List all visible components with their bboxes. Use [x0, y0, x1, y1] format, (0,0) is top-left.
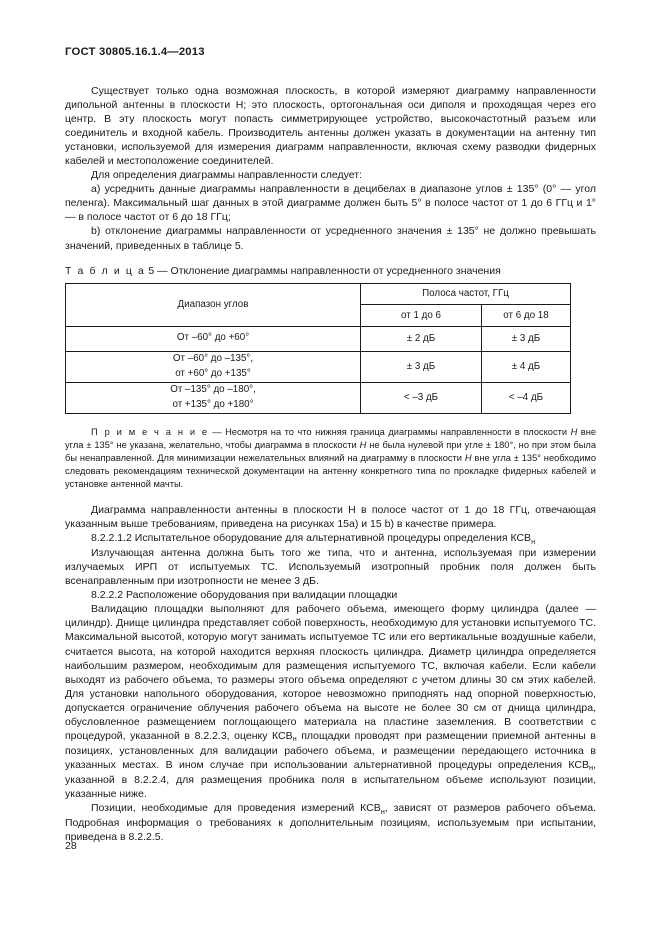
cell-angle-range-line-2: от +135° до +180° — [172, 398, 254, 410]
cell-band-2: ± 3 дБ — [482, 326, 571, 351]
cell-angle-range — [66, 351, 361, 382]
list-item-a-text: а) усреднить данные диаграммы направленности в децибелах в диапазоне углов ± 135° (0° — угол пеленга). Максимальный шаг данных в этой диаграмме должен быть 5° в полосе частот от 1 до 6 ГГц и 1° — в полосе частот от 6 до 18 ГГц; — [65, 183, 596, 224]
cell-band-1: ± 3 дБ — [361, 351, 482, 382]
list-item-b — [65, 224, 596, 252]
page-content — [65, 84, 596, 844]
vswr-subscript-3: н — [380, 806, 385, 816]
table-row — [66, 382, 571, 413]
cell-angle-range-line-2: от +60° до +135° — [175, 367, 251, 379]
note-italic-h-3: H — [464, 452, 472, 463]
note-text-3: не была нулевой при угле ± 180°, но при этом была бы ненаправленной. Для минимизации нежелательных влияний на диаграмму в плоскости — [65, 439, 596, 463]
table-caption-number: 5 — [148, 264, 155, 277]
note-text-4: вне угла ± 135° необходимо следовать рекомендациям технической документации на антенну конкретного типа по прокладке фидерных кабелей и установке антенной мачты. — [65, 452, 596, 489]
header-band-1: от 1 до 6 — [361, 304, 482, 326]
cell-angle-range — [66, 382, 361, 413]
cell-angle-range-line-1: От –60° до –135°, — [172, 353, 254, 365]
paragraph-procedure-lead-text: Для определения диаграммы направленности следует: — [91, 169, 362, 182]
cell-band-1: ± 2 дБ — [361, 326, 482, 351]
table-row — [66, 326, 571, 351]
paragraph-positions — [65, 801, 596, 844]
deviation-table — [65, 283, 571, 414]
paragraph-pattern-example-text: Диаграмма направленности антенны в плоскости H в полосе частот от 1 до 18 ГГц, отвечающая указанным выше требованиям, приведена на рисунках 15a) и 15 b) в качестве примера. — [65, 504, 596, 531]
table-caption — [65, 253, 596, 283]
paragraph-radiating-antenna-text: Излучающая антенна должна быть того же типа, что и антенна, используемая при измерении излучаемых ИРП от испытуемых ТС. Используемый изотропный пробник поля должен быть всенаправленным при изотропности не менее 3 дБ. — [65, 547, 596, 588]
table-header-row-1 — [66, 283, 571, 304]
note-text-2: вне угла ± 135° не указана, желательно, чтобы диаграмма в плоскости — [65, 426, 597, 450]
standard-number: ГОСТ 30805.16.1.4—2013 — [65, 46, 205, 58]
paragraph-pattern-example — [65, 503, 596, 531]
spacer-after-note — [65, 491, 596, 503]
table-note — [65, 414, 596, 491]
cell-band-1: < –3 дБ — [361, 382, 482, 413]
clause-heading-8-2-2-1-2 — [65, 531, 596, 546]
clause-heading-subscript: н — [531, 536, 536, 546]
cell-angle-range — [66, 326, 361, 351]
paragraph-site-validation — [65, 602, 596, 801]
cell-angle-range-line-1: От –135° до –180°, — [170, 384, 256, 396]
paragraph-intro — [65, 84, 596, 168]
table-head — [66, 283, 571, 326]
page-number: 28 — [65, 840, 77, 852]
clause-heading-8-2-2-2 — [65, 588, 596, 602]
clause-heading-8-2-2-1-2-text: 8.2.2.1.2 Испытательное оборудование для альтернативной процедуры определения КСВ — [91, 532, 532, 545]
note-italic-h-1: H — [570, 426, 578, 437]
cell-band-2: ± 4 дБ — [482, 351, 571, 382]
table-body — [66, 326, 571, 413]
cell-band-2: < –4 дБ — [482, 382, 571, 413]
paragraph-positions-a: Позиции, необходимые для проведения измерений КСВ — [91, 802, 381, 815]
note-dash: — — [208, 426, 226, 437]
paragraph-positions-b: , зависят от размеров рабочего объема. Подробная информация о требованиях к дополнительным позициям, используемым при испытании, приведена в 8.2.2.5. — [65, 802, 596, 844]
note-italic-h-2: H — [359, 439, 367, 450]
header-band-group: Полоса частот, ГГц — [361, 283, 571, 304]
clause-heading-8-2-2-2-text: 8.2.2.2 Расположение оборудования при валидации площадки — [91, 589, 398, 602]
vswr-subscript-1: н — [292, 734, 297, 744]
table-caption-lead: Т а б л и ц а — [65, 264, 146, 277]
running-header — [65, 46, 205, 58]
paragraph-site-validation-a: Валидацию площадки выполняют для рабочего объема, имеющего форму цилиндра (далее — цилиндр). Днище цилиндра представляет собой поверхность, необходимую для установки испытуемого ТС. Максимальной высотой, которую могут занимать испытуемое ТС или его вертикальные воздушные кабели, считается высота, на которой находится верхняя плоскость цилиндра. Диаметр цилиндра определяется наибольшим размером, необходимым для размещения испытуемого ТС, включая кабели. Если кабели выходят из рабочего объема, то размеры этого объема определяют с учетом длины 30 см этих кабелей. Для установки напольного оборудования, которое невозможно приподнять над опорной поверхностью, допускается ограничение облучения рабочего объема на высоте не более 30 см от днища цилиндра, обусловленное размещением поглощающего материала на пластине заземления. В соответствии с процедурой, указанной в 8.2.2.3, оценку КСВ — [65, 603, 596, 742]
vswr-subscript-2: н — [588, 763, 594, 773]
note-text-1: Несмотря на то что нижняя граница диаграммы направленности в плоскости — [225, 426, 571, 437]
header-angle-range: Диапазон углов — [66, 283, 361, 326]
note-lead: П р и м е ч а н и е — [91, 426, 209, 437]
paragraph-site-validation-b: площадки проводят при размещении приемной антенны в позициях, установленных для валидации рабочего объема, и размещении передающего источника в указанных местах. В ином случае при использовании альтернативной процедуры определения КСВ — [65, 729, 596, 771]
cell-angle-range-line-1: От –60° до +60° — [176, 332, 250, 344]
table-row — [66, 351, 571, 382]
list-item-b-text: b) отклонение диаграммы направленности от усредненного значения ± 135° не должно превышать значений, приведенных в таблице 5. — [65, 225, 596, 252]
paragraph-radiating-antenna — [65, 546, 596, 588]
header-band-2: от 6 до 18 — [482, 304, 571, 326]
paragraph-site-validation-c: , указанной в 8.2.2.4, для размещения пробника поля в испытательном объеме используют позиции, указанные ниже. — [65, 758, 596, 800]
table-caption-text: — Отклонение диаграммы направленности от усредненного значения — [154, 264, 501, 277]
list-item-a — [65, 182, 596, 224]
paragraph-procedure-lead — [65, 168, 596, 182]
paragraph-intro-text: Существует только одна возможная плоскость, в которой измеряют диаграмму направленности дипольной антенны в плоскости H; это плоскость, ортогональная оси диполя и проходящая через его центр. В эту плоскость могут попасть симметрирующее устройство, высокочастотный разъем или соединитель и входной кабель. Производитель антенны должен указать в документации на антенну тип установки, используемой для измерения диаграмм направленности, включая схему разводки фидерных кабелей и местоположение соединителей. — [65, 85, 596, 168]
